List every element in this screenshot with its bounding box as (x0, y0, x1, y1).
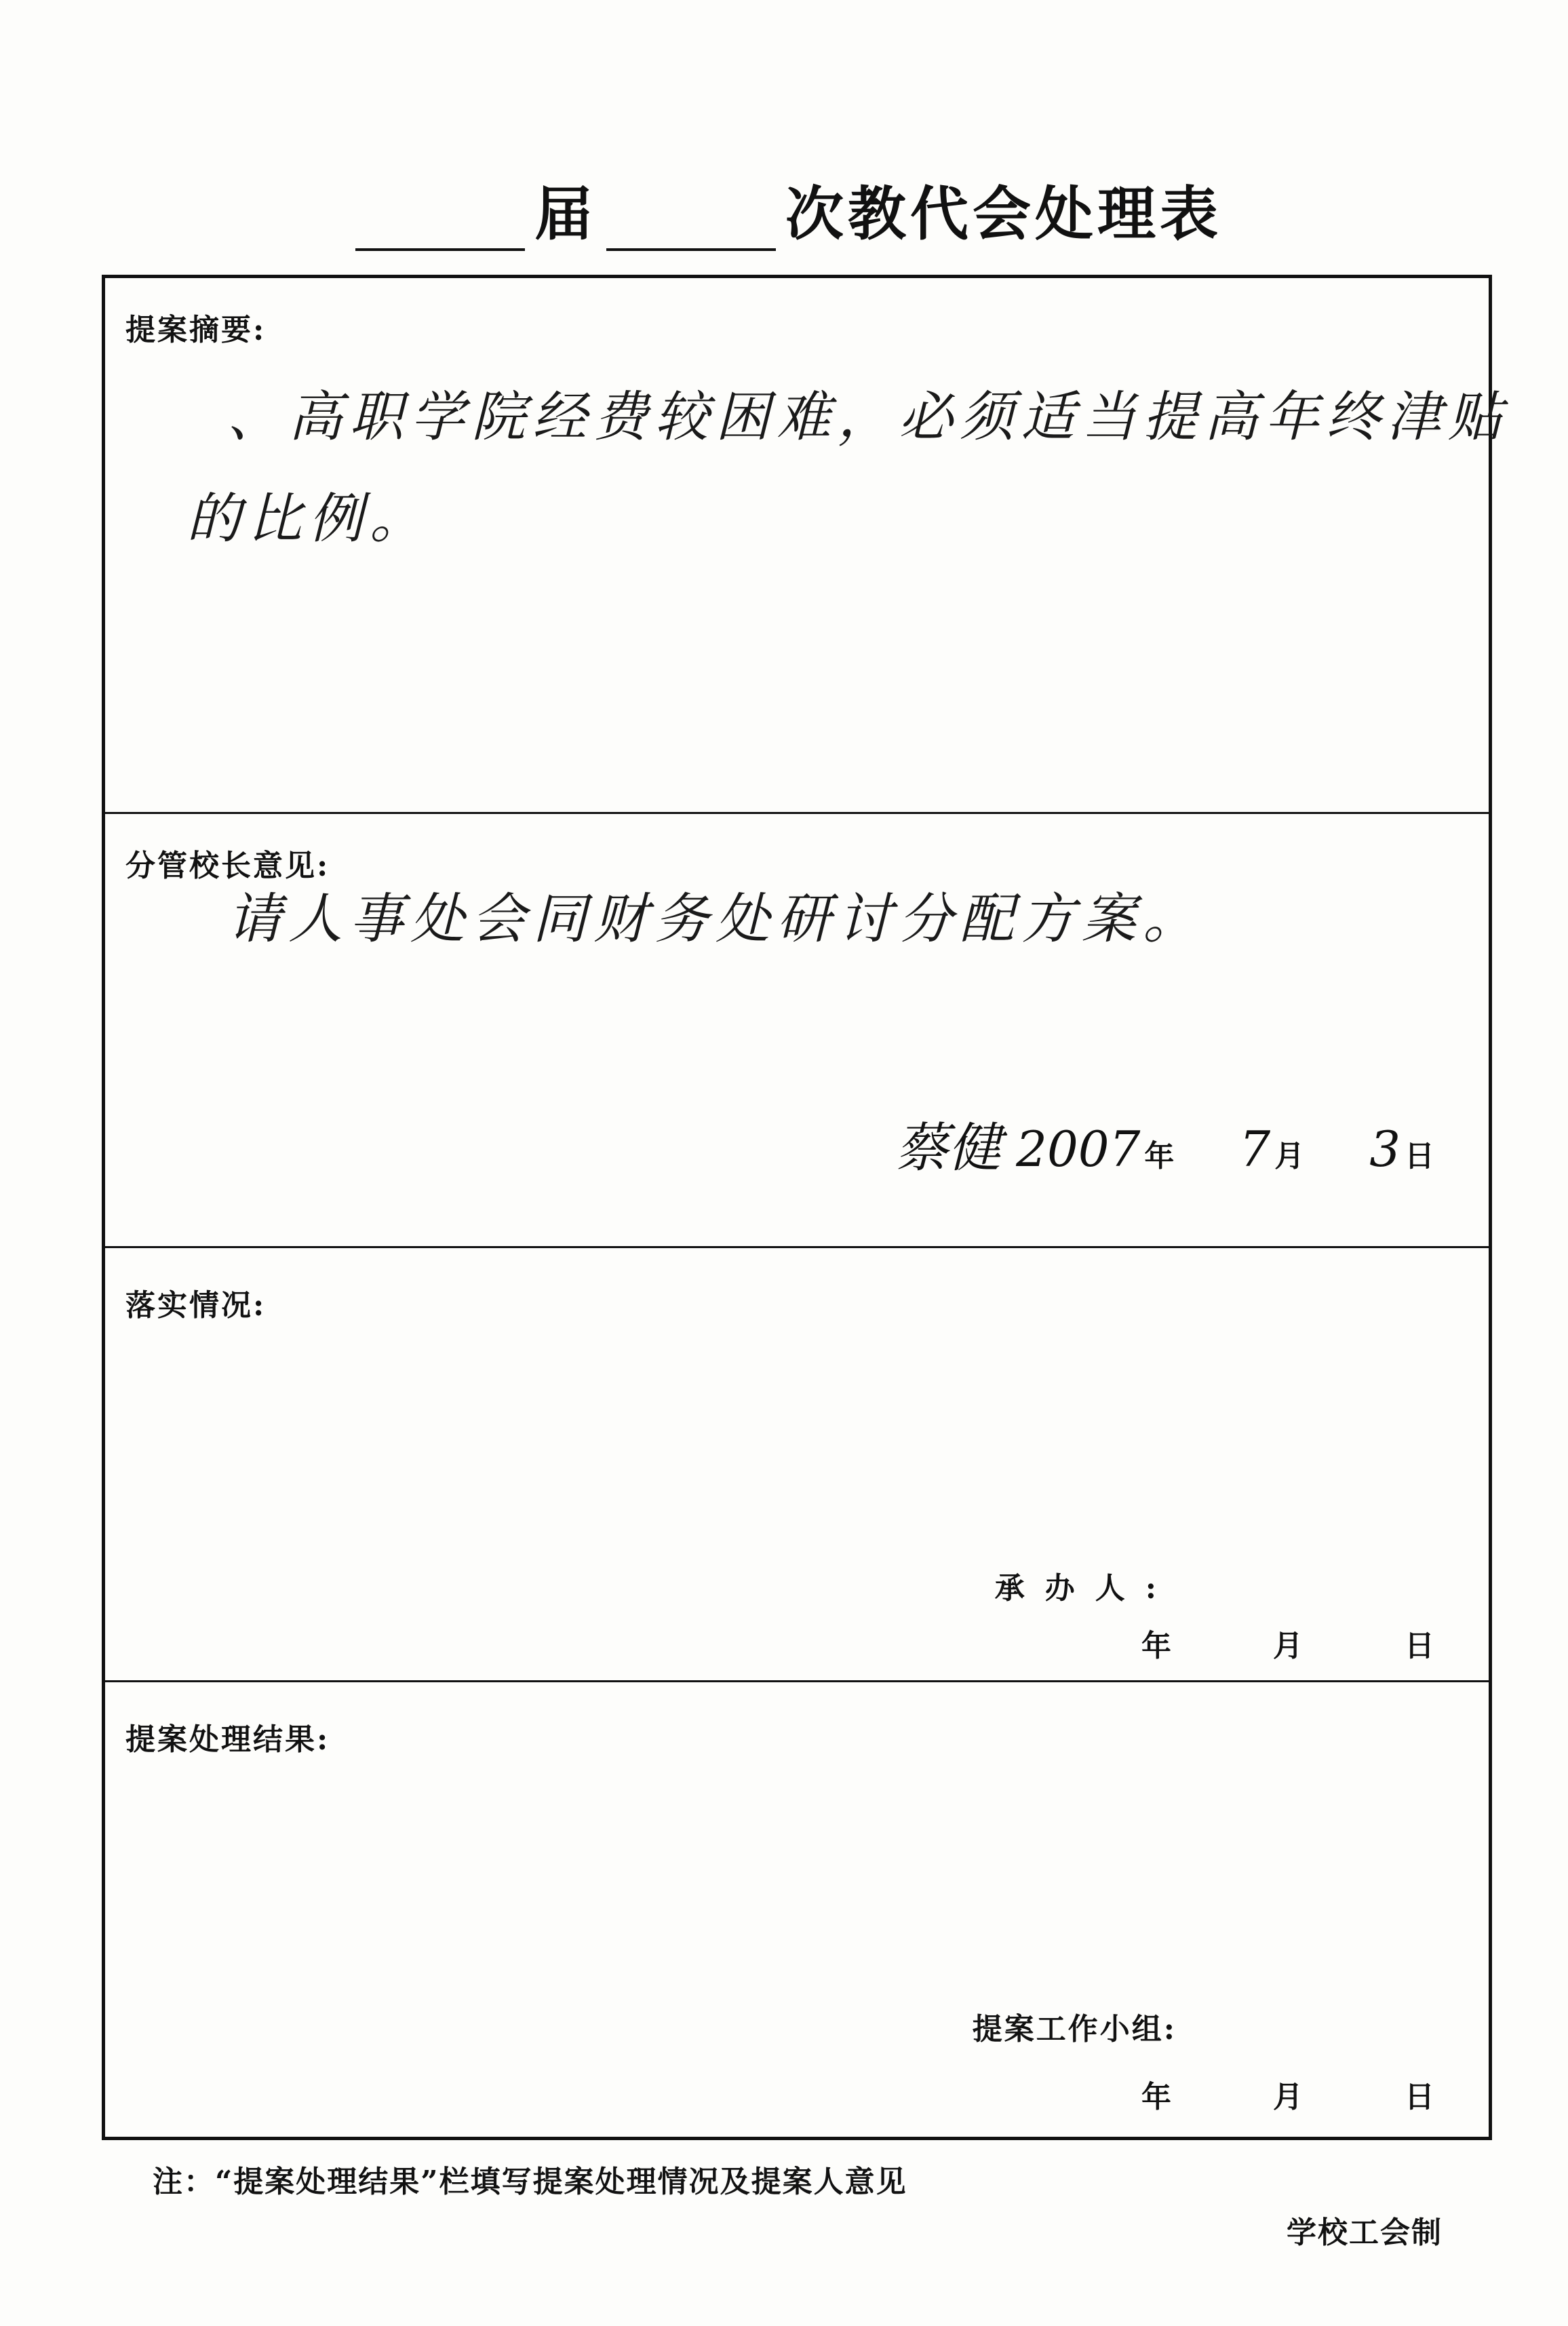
principal-signature-date (895, 1106, 1434, 1182)
month-char: 月 (1274, 1139, 1305, 1174)
signed-year: 2007 (1016, 1121, 1141, 1178)
day-char: 日 (1405, 2080, 1434, 2114)
year-char: 年 (1141, 1629, 1171, 1663)
principal-opinion-section (105, 814, 1489, 1248)
implementation-label: 落实情况: (125, 1288, 267, 1323)
month-char: 月 (1273, 1629, 1303, 1663)
signed-month: 7 (1239, 1121, 1271, 1178)
handler-label: 承办人: (994, 1571, 1177, 1606)
principal-signature: 蔡健 (895, 1118, 1002, 1179)
form-title (0, 156, 1568, 251)
day-char: 日 (1405, 1629, 1434, 1663)
implementation-section (105, 1248, 1489, 1682)
proposal-summary-section (105, 278, 1509, 814)
day-char: 日 (1405, 1139, 1434, 1174)
signed-day: 3 (1369, 1121, 1400, 1178)
result-label: 提案处理结果: (125, 1722, 330, 1757)
session-blank[interactable] (355, 201, 525, 251)
result-section (105, 1682, 1489, 2137)
implementation-date (1141, 1621, 1434, 1665)
footer-maker: 学校工会制 (1287, 2215, 1443, 2250)
month-char: 月 (1273, 2080, 1303, 2114)
proposal-summary-label: 提案摘要: (125, 313, 267, 347)
proposal-summary-handwriting-line2: 的比例。 (187, 487, 431, 550)
working-group-label: 提案工作小组: (972, 2012, 1177, 2047)
title-part1: 届 (534, 180, 597, 248)
footer-note: 注：“提案处理结果”栏填写提案处理情况及提案人意见 (153, 2165, 907, 2199)
proposal-summary-handwriting-line1: 、高职学院经费较困难，必须适当提高年终津贴 (227, 385, 1509, 448)
principal-opinion-handwriting: 请人事处会同财务处研讨分配方案。 (227, 887, 1204, 950)
result-date (1141, 2072, 1434, 2116)
year-char: 年 (1141, 2080, 1171, 2114)
principal-opinion-label: 分管校长意见: (125, 849, 330, 883)
year-char: 年 (1144, 1139, 1175, 1174)
processing-form (102, 275, 1509, 2140)
meeting-number-blank[interactable] (606, 201, 776, 251)
title-part2: 次教代会处理表 (785, 180, 1222, 248)
